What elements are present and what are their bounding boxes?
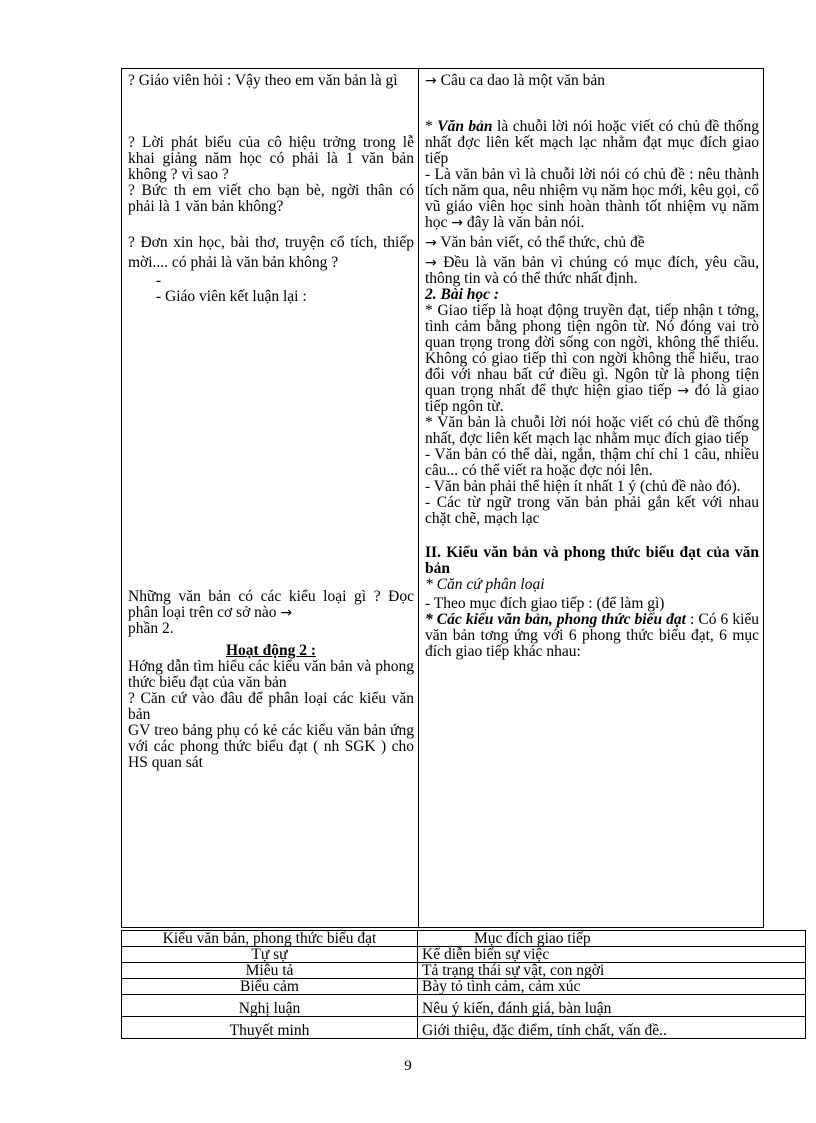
page-number: 9: [404, 1058, 412, 1074]
text-types-table: [121, 930, 806, 1039]
table-row: [122, 963, 806, 979]
definition-text: là chuỗi lời nói hoặc viết có chủ đề thống nhất đợc liên kết mạch lạc nhằm đạt mục đích giao tiếp: [425, 118, 760, 167]
table-row: [122, 1017, 806, 1039]
purpose-cell: Giới thiệu, đặc điểm, tính chất, vấn đề..: [418, 1017, 806, 1039]
question-3: ? Bức th em viết cho bạn bè, ngời thân có phải là 1 văn bản không?: [128, 182, 414, 215]
type-cell: Tự sự: [122, 947, 418, 963]
purpose-cell: Kể diễn biến sự việc: [418, 947, 806, 963]
definition-term: Văn bản: [437, 118, 493, 135]
type-cell: Biểu cảm: [122, 979, 418, 995]
type-cell: Miêu tả: [122, 963, 418, 979]
arrow-icon: →: [280, 605, 293, 621]
answer-1-text: Câu ca dao là một văn bản: [440, 72, 606, 89]
question-4: ? Đơn xin học, bài thơ, truyện cổ tích, thiếp mời.... có phải là văn bản không ?: [128, 234, 414, 271]
teacher-column: [122, 69, 419, 928]
question-5-end: phần 2.: [128, 620, 174, 637]
types-label: * Các kiểu văn bản, phong thức biểu đạt: [425, 611, 686, 628]
teacher-note: GV treo bảng phụ có kẻ các kiểu văn bản ứng với các phong thức biểu đạt ( nh SGK ) cho HS quan sát: [128, 722, 414, 771]
answer-4-text: Đều là văn bản vì chúng có mục đích, yêu cầu, thông tin và có thể thức nhất định.: [425, 254, 759, 287]
arrow-icon: →: [677, 383, 690, 399]
purpose-cell: Nêu ý kiến, đánh giá, bàn luận: [418, 995, 806, 1017]
answer-3-text: Văn bản viết, có thể thức, chủ đề: [440, 234, 645, 251]
type-cell: Thuyết minh: [122, 1017, 418, 1039]
answer-2-text: - Là văn bản vì là chuỗi lời nói có chủ đề : nêu thành tích năm qua, nêu nhiệm vụ năm học mới, kêu gọi, cổ vũ giáo viên học sinh hoàn thành tốt nhiệm vụ năm học: [425, 166, 759, 231]
lesson-title: 2. Bài học :: [425, 286, 500, 303]
answer-3: [425, 235, 759, 251]
lesson-paragraph-2: * Văn bản là chuỗi lời nói hoặc viết có chủ đề thống nhất, đợc liên kết mạch lạc nhằm mục đích giao tiếp: [425, 414, 759, 447]
answer-1: [425, 73, 759, 89]
content-column: [419, 69, 764, 928]
lesson-paragraph-1-text: * Giao tiếp là hoạt động truyền đạt, tiếp nhận t tởng, tình cảm bằng phong tiện ngôn từ. Nó đóng vai trò quan trọng trong đời sống con ngời, không thể thiếu. Không có giao tiếp thì con ngời không thể hiểu, trao đổi với nhau bất cứ điều gì. Ngôn từ là phong tiện quan trọng nhất để thực hiện giao tiếp: [425, 302, 759, 399]
table-row: [122, 979, 806, 995]
arrow-icon: →: [425, 255, 437, 271]
question-6: ? Căn cứ vào đâu để phân loại các kiểu văn bản: [128, 690, 414, 723]
lesson-paragraph-1-end: đó là giao tiếp ngôn từ.: [425, 382, 760, 415]
text-definition: * Văn bản là chuỗi lời nói hoặc viết có chủ đề thống nhất đợc liên kết mạch lạc nhằm đạt mục đích giao tiếp: [425, 118, 760, 167]
arrow-icon: →: [425, 235, 437, 251]
activity-2-desc: Hớng dẫn tìm hiểu các kiểu văn bản và phong thức biểu đạt của văn bản: [128, 658, 414, 691]
lesson-paragraph-4: - Văn bản phải thể hiện ít nhất 1 ý (chủ đề nào đó).: [425, 478, 741, 495]
basis-label: * Căn cứ phân loại: [425, 576, 545, 593]
question-5-text: Những văn bản có các kiểu loại gì ? Đọc phân loại trên cơ sở nào: [128, 588, 414, 621]
question-1: ? Giáo viên hỏi : Vậy theo em văn bản là gì: [128, 72, 398, 89]
lesson-plan-table: [121, 68, 764, 928]
types-text: : Có 6 kiểu văn bản tơng ứng với 6 phong thức biểu đạt, 6 mục đích giao tiếp khác nhau:: [425, 611, 760, 660]
table-row: [122, 947, 806, 963]
lesson-paragraph-3: - Văn bản có thể dài, ngắn, thậm chí chỉ 1 câu, nhiều câu... có thể viết ra hoặc đợc nói lên.: [425, 446, 759, 479]
section-2-title: II. Kiểu văn bản và phong thức biểu đạt của văn bản: [425, 544, 759, 577]
activity-2-title: Hoạt động 2 :: [226, 642, 316, 659]
lesson-paragraph-1: [425, 303, 759, 415]
header-purpose: Mục đích giao tiếp: [418, 931, 806, 947]
type-cell: Nghị luận: [122, 995, 418, 1017]
conclusion-note: - Giáo viên kết luận lại :: [156, 288, 307, 305]
question-2: ? Lời phát biểu của cô hiệu trởng trong lễ khai giảng năm học có phải là 1 văn bản không ? vì sao ?: [128, 134, 414, 183]
purpose-cell: Bày tỏ tình cảm, cảm xúc: [418, 979, 806, 995]
question-5: [128, 589, 414, 621]
purpose-cell: Tả trạng thái sự vật, con ngời: [418, 963, 806, 979]
header-type: Kiểu văn bản, phong thức biểu đạt: [122, 931, 418, 947]
answer-2: [425, 167, 759, 231]
answer-2-end: đây là văn bản nói.: [466, 214, 585, 231]
basis-text: - Theo mục đích giao tiếp : (để làm gì): [425, 595, 665, 612]
arrow-icon: →: [425, 73, 437, 89]
types-paragraph: [425, 612, 759, 660]
table-header-row: [122, 931, 806, 947]
lesson-paragraph-5: - Các từ ngữ trong văn bản phải gắn kết với nhau chặt chẽ, mạch lạc: [425, 494, 759, 527]
arrow-icon: →: [451, 215, 463, 231]
table-row: [122, 995, 806, 1017]
empty-dash: -: [156, 272, 162, 289]
answer-4: [425, 255, 759, 287]
